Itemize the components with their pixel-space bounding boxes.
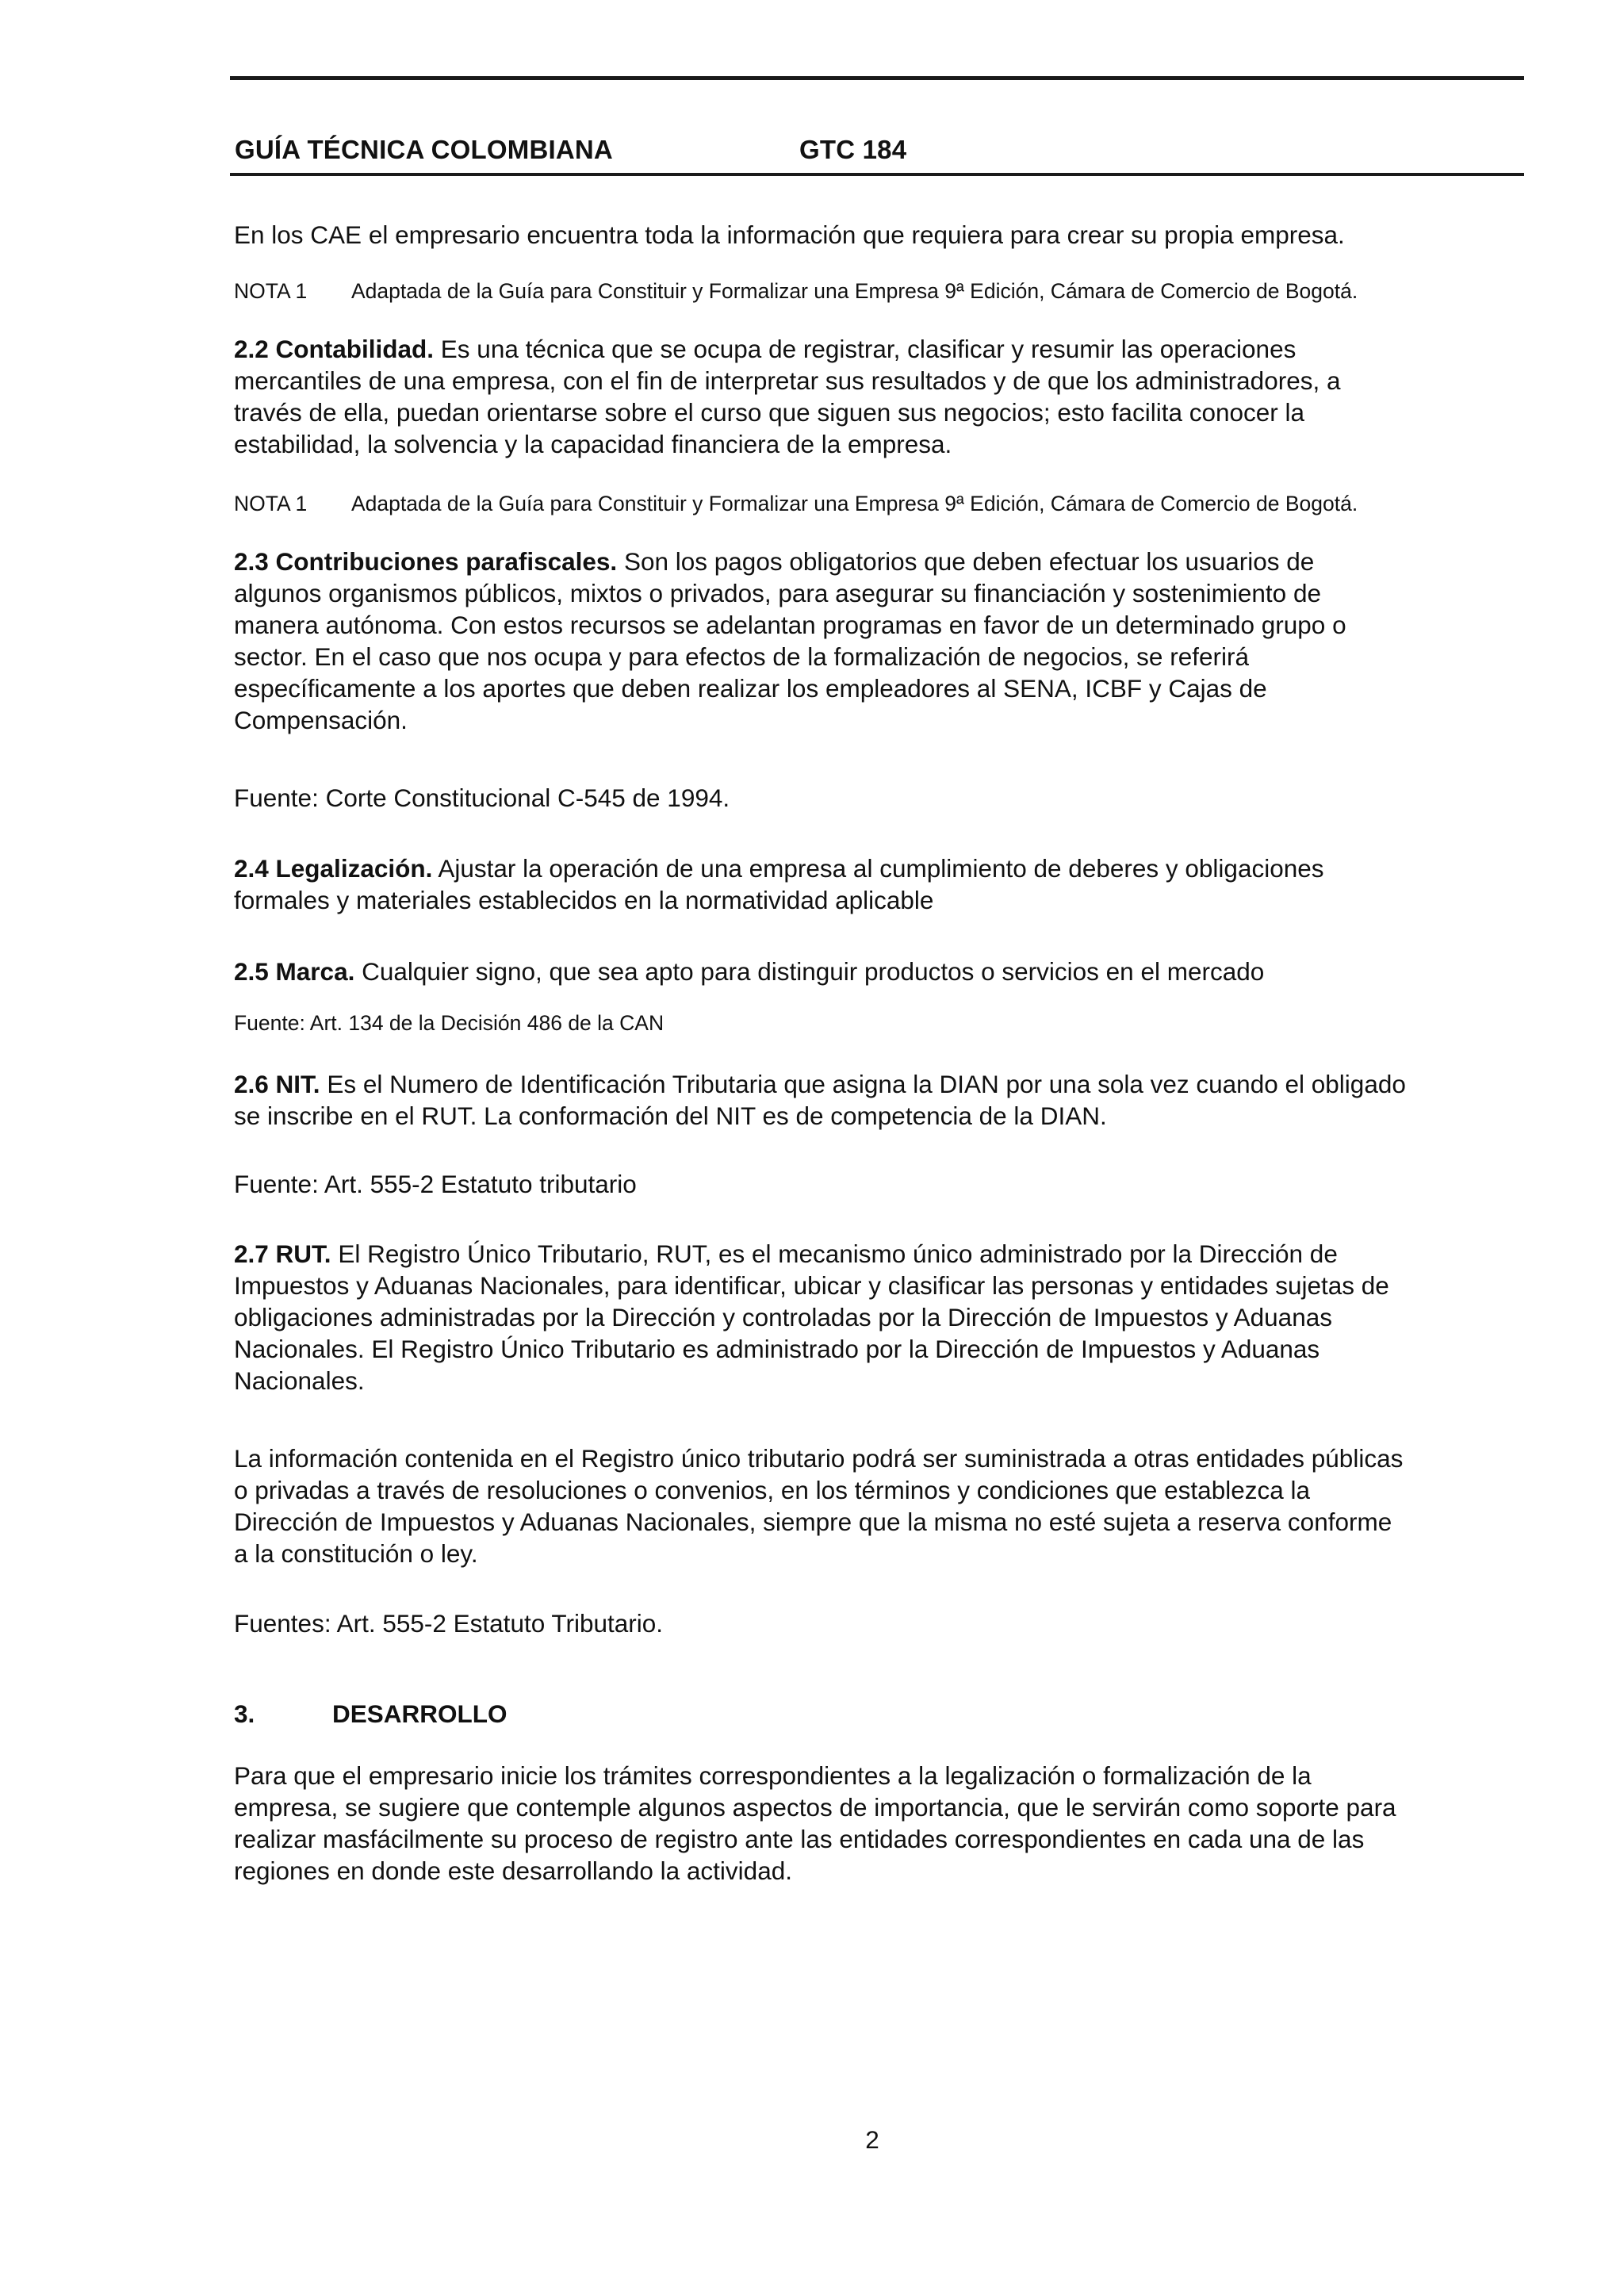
source-2-3: Fuente: Corte Constitucional C-545 de 1994. [234, 784, 730, 812]
section-heading: 2.3 Contribuciones parafiscales. [234, 547, 618, 576]
section-text: Es el Numero de Identificación Tributaria que asigna la DIAN por una sola vez cuando el obligado se inscribe en el RUT. La conformación del NIT es de competencia de la DIAN. [234, 1070, 1406, 1130]
note-text: Adaptada de la Guía para Constituir y Formalizar una Empresa 9ª Edición, Cámara de Comercio de Bogotá. [351, 492, 1358, 515]
section-2-4 [234, 852, 1408, 916]
note-text: Adaptada de la Guía para Constituir y Formalizar una Empresa 9ª Edición, Cámara de Comercio de Bogotá. [351, 279, 1358, 303]
source-2-7: Fuentes: Art. 555-2 Estatuto Tributario. [234, 1609, 664, 1638]
page-body [234, 219, 1408, 1887]
header-top-rule [230, 76, 1524, 80]
source-2-5: Fuente: Art. 134 de la Decisión 486 de la CAN [234, 1011, 665, 1035]
section-text: Ajustar la operación de una empresa al cumplimiento de deberes y obligaciones formales y materiales establecidos en la normatividad aplicable [234, 854, 1324, 914]
section-2-5 [234, 956, 1408, 987]
section-2-2 [234, 333, 1408, 460]
section-heading: 2.4 Legalización. [234, 854, 433, 883]
document-code: GTC 184 [799, 135, 907, 164]
note-2 [234, 490, 1408, 517]
intro-paragraph: En los CAE el empresario encuentra toda la información que requiera para crear su propia empresa. [234, 220, 1345, 249]
rut-info-paragraph: La información contenida en el Registro único tributario podrá ser suministrada a otras entidades públicas o privadas a través de resoluciones o convenios, en los términos y condiciones que establezca la Dirección de Impuestos y Aduanas Nacionales, siempre que la misma no esté sujeta a reserva conforme a la constitución o ley. [234, 1444, 1404, 1568]
section-heading: 2.5 Marca. [234, 957, 355, 986]
section-heading: 2.7 RUT. [234, 1239, 331, 1268]
section-3-paragraph: Para que el empresario inicie los trámites correspondientes a la legalización o formalización de la empresa, se sugiere que contemple algunos aspectos de importancia, que le servirán como soporte para realizar masfácilmente su proceso de registro ante las entidades correspondientes en cada una de las regiones en donde este desarrollando la actividad. [234, 1761, 1396, 1885]
note-label: NOTA 1 [234, 279, 308, 303]
section-3-heading [234, 1698, 1408, 1730]
section-heading: 2.2 Contabilidad. [234, 335, 435, 363]
section-2-3 [234, 546, 1408, 736]
section-text: Cualquier signo, que sea apto para distinguir productos o servicios en el mercado [362, 957, 1265, 986]
header-bottom-rule [230, 173, 1524, 176]
section-text: Son los pagos obligatorios que deben efectuar los usuarios de algunos organismos públicos, mixtos o privados, para asegurar su financiación y sostenimiento de manera autónoma. Con estos recursos se adelantan programas en favor de un determinado grupo o sector. En el caso que nos ocupa y para efectos de la formalización de negocios, se referirá específicamente a los aportes que deben realizar los empleadores al SENA, ICBF y Cajas de Compensación. [234, 547, 1346, 734]
section-text: Es una técnica que se ocupa de registrar, clasificar y resumir las operaciones mercantiles de una empresa, con el fin de interpretar sus resultados y de que los administradores, a través de ella, puedan orientarse sobre el curso que siguen sus negocios; esto facilita conocer la estabilidad, la solvencia y la capacidad financiera de la empresa. [234, 335, 1341, 458]
document-title: GUÍA TÉCNICA COLOMBIANA [235, 135, 613, 164]
section-text: El Registro Único Tributario, RUT, es el mecanismo único administrado por la Dirección de Impuestos y Aduanas Nacionales, para identificar, ubicar y clasificar las personas y entidades sujetas de obligaciones administradas por la Dirección y controladas por la Dirección de Impuestos y Aduanas Nacionales. El Registro Único Tributario es administrado por la Dirección de Impuestos y Aduanas Nacionales. [234, 1239, 1389, 1395]
page-number: 2 [865, 2125, 879, 2154]
section-heading: 2.6 NIT. [234, 1070, 320, 1098]
section-number: 3. [234, 1699, 255, 1728]
section-title: DESARROLLO [332, 1699, 508, 1728]
source-2-6: Fuente: Art. 555-2 Estatuto tributario [234, 1170, 637, 1198]
note-label: NOTA 1 [234, 492, 308, 515]
section-2-6 [234, 1068, 1408, 1132]
section-2-7 [234, 1238, 1408, 1397]
note-1 [234, 278, 1408, 305]
